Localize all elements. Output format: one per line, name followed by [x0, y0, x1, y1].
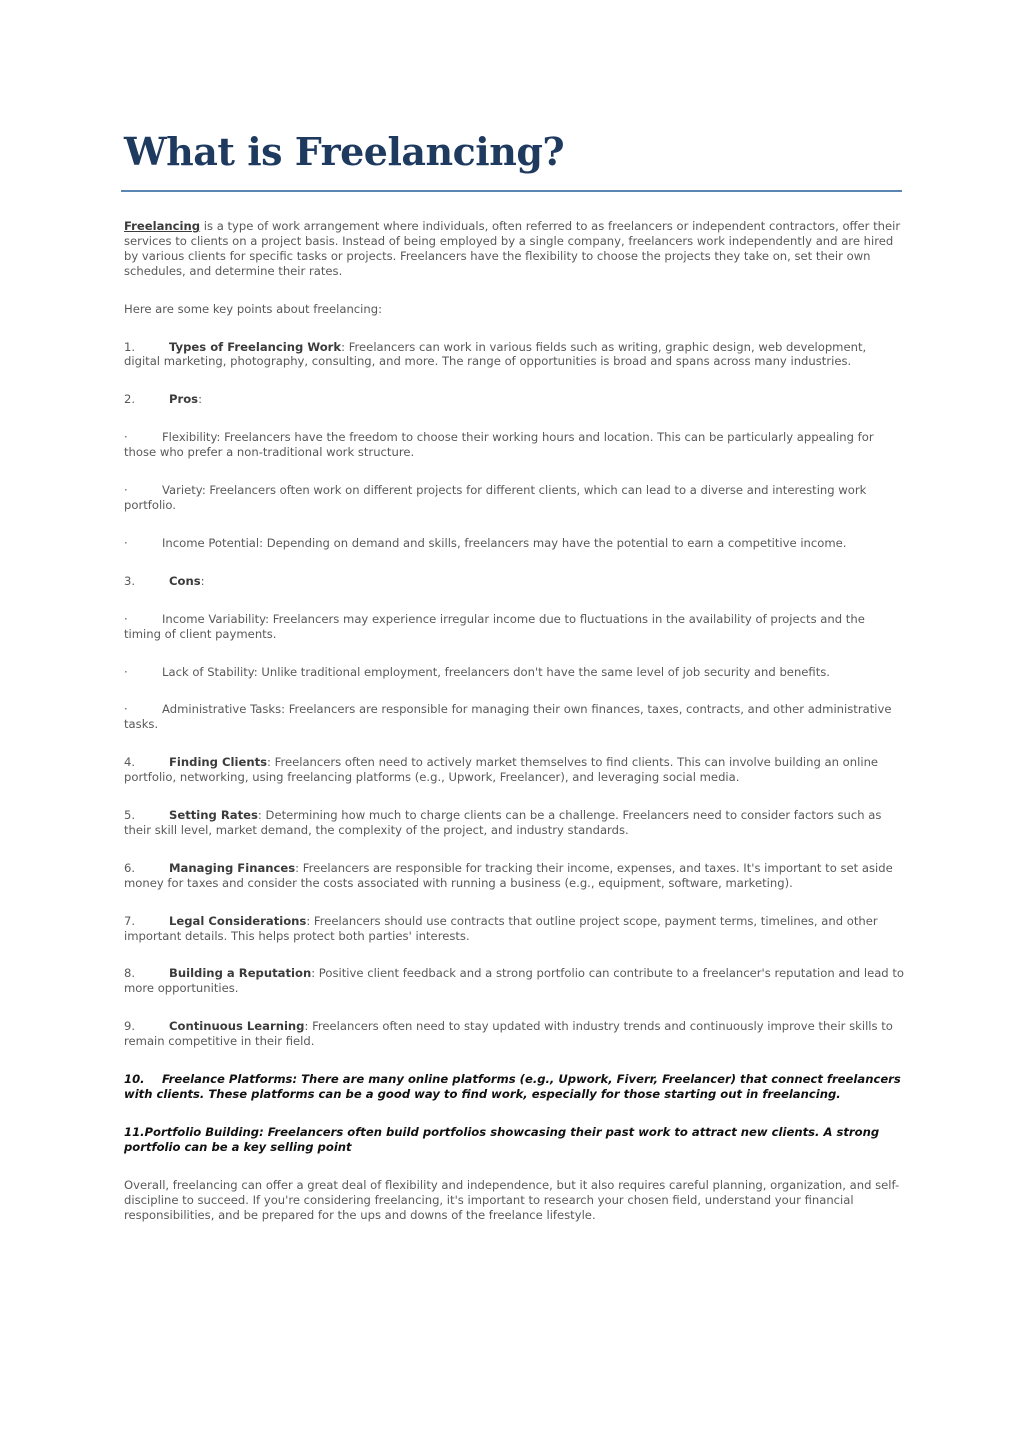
list-item-8 [124, 966, 904, 996]
document-page [124, 122, 904, 1222]
item-term: Types of Freelancing Work [169, 339, 342, 354]
bullet-icon: · [124, 664, 128, 679]
item-number: 4. [124, 755, 136, 770]
bullet-icon: · [124, 535, 128, 550]
item-term: Continuous Learning [169, 1019, 305, 1034]
cons-bullet-2 [124, 665, 904, 680]
item-number: 7. [124, 913, 136, 928]
item-term: Finding Clients [169, 755, 268, 770]
bullet-icon: · [124, 430, 128, 445]
item-text: : Determining how much to charge clients can be a challenge. Freelancers need to consider factors such as their skill level, market demand, the complexity of the project, and industry standards. [124, 808, 882, 837]
item-text: : Freelancers often need to actively market themselves to find clients. This can involve building an online portfolio, networking, using freelancing platforms (e.g., Upwork, Freelancer), and leveraging social media. [124, 755, 879, 785]
bullet-text: Lack of Stability: Unlike traditional employment, freelancers don't have the same level of job security and benefits. [162, 664, 830, 679]
item-term: Cons [169, 573, 201, 588]
intro-text: is a type of work arrangement where individuals, often referred to as freelancers or independent contractors, offer their services to clients on a project basis. Instead of being employed by a single company, freelancers work independently and are hired by various clients for specific tasks or projects. Freelancers have the flexibility to choose the projects they take on, set their own schedules, and determine their rates. [124, 219, 901, 278]
cons-bullet-3 [124, 702, 904, 732]
bullet-text: Income Potential: Depending on demand and skills, freelancers may have the potential to earn a competitive income. [162, 535, 847, 550]
conclusion-paragraph: Overall, freelancing can offer a great deal of flexibility and independence, but it also requires careful planning, organization, and self-discipline to succeed. If you're considering freelancing, it's important to research your chosen field, understand your financial responsibilities, and be prepared for the ups and downs of the freelance lifestyle. [124, 1177, 900, 1222]
item-text: : Freelancers are responsible for tracking their income, expenses, and taxes. It's important to set aside money for taxes and consider the costs associated with running a business (e.g., equipment, software, marketing). [124, 860, 893, 890]
item-text: Freelance Platforms: There are many online platforms (e.g., Upwork, Fiverr, Freelancer) that connect freelancers with clients. These platforms can be a good way to find work, especially for those starting out in freelancing. [124, 1072, 901, 1101]
item-text: : [198, 392, 202, 407]
pros-bullet-2 [124, 483, 904, 513]
item-text: : Positive client feedback and a strong portfolio can contribute to a freelancer's reputation and lead to more opportunities. [124, 966, 904, 996]
item-term: Legal Considerations [169, 913, 307, 928]
item-number: 5. [124, 808, 136, 823]
item-term: Building a Reputation [169, 966, 312, 981]
list-item-7 [124, 914, 904, 944]
intro-paragraph [124, 219, 904, 279]
freelancing-link[interactable]: Freelancing [124, 219, 201, 233]
bullet-text: Income Variability: Freelancers may experience irregular income due to fluctuations in the availability of projects and the timing of client payments. [124, 611, 865, 641]
document-body [124, 219, 904, 1245]
list-item-10 [124, 1072, 904, 1102]
item-term: Pros [169, 392, 199, 407]
key-points-intro: Here are some key points about freelancing: [124, 301, 383, 316]
list-item-2 [124, 392, 904, 407]
bullet-text: Administrative Tasks: Freelancers are responsible for managing their own finances, taxes, contracts, and other administrative tasks. [124, 702, 892, 732]
pros-bullet-1 [124, 430, 904, 460]
item-number: 8. [124, 966, 136, 981]
bullet-text: Variety: Freelancers often work on different projects for different clients, which can lead to a diverse and interesting work portfolio. [124, 483, 867, 512]
list-item-5 [124, 808, 904, 838]
bullet-icon: · [124, 483, 128, 498]
list-item-6 [124, 861, 904, 891]
item-number: 2. [124, 392, 136, 407]
item-number: 3. [124, 573, 136, 588]
item-term: Managing Finances [169, 860, 296, 875]
list-item-3 [124, 574, 904, 589]
list-item-11: 11.Portfolio Building: Freelancers often build portfolios showcasing their past work to attract new clients. A strong portfolio can be a key selling point [124, 1124, 880, 1154]
title-divider [121, 190, 902, 192]
item-text: : Freelancers can work in various fields such as writing, graphic design, web development, digital marketing, photography, consulting, and more. The range of opportunities is broad and spans across many industries. [124, 339, 867, 369]
list-item-9 [124, 1019, 904, 1049]
page-title: What is Freelancing? [124, 129, 565, 174]
item-text: : [200, 573, 205, 588]
item-text: : Freelancers should use contracts that outline project scope, payment terms, timelines, and other important details. This helps protect both parties' interests. [124, 913, 878, 943]
item-number: 1. [124, 339, 136, 354]
list-item-1 [124, 340, 904, 370]
item-text: : Freelancers often need to stay updated with industry trends and continuously improve their skills to remain competitive in their field. [124, 1019, 893, 1049]
bullet-text: Flexibility: Freelancers have the freedom to choose their working hours and location. This can be particularly appealing for those who prefer a non-traditional work structure. [124, 430, 874, 460]
item-term: Setting Rates [169, 808, 258, 823]
pros-bullet-3 [124, 536, 904, 551]
item-number: 6. [124, 860, 136, 875]
list-item-4 [124, 755, 904, 785]
bullet-icon: · [124, 611, 128, 626]
bullet-icon: · [124, 702, 128, 717]
cons-bullet-1 [124, 612, 904, 642]
item-number: 10. [124, 1072, 145, 1087]
item-number: 9. [124, 1019, 136, 1034]
